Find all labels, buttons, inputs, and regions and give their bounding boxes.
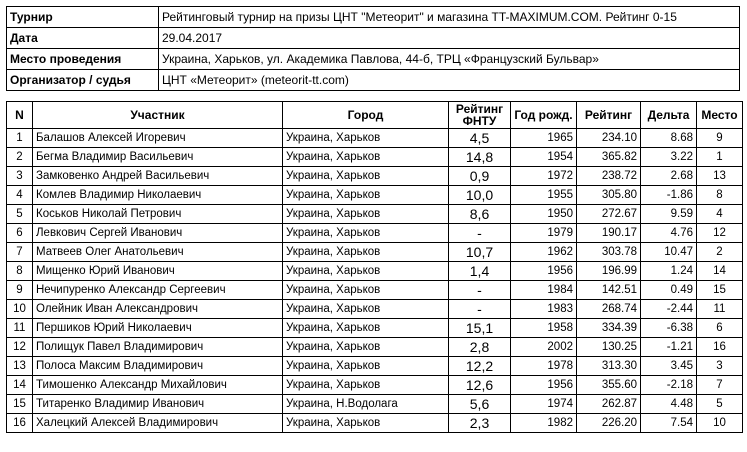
cell-fntu-rating: 12,2	[449, 357, 511, 376]
cell-participant: Олейник Иван Александрович	[33, 300, 283, 319]
cell-n: 15	[7, 395, 33, 414]
cell-birth-year: 1954	[511, 148, 577, 167]
cell-delta: 3.22	[641, 148, 697, 167]
cell-place: 7	[697, 376, 743, 395]
cell-city: Украина, Харьков	[283, 414, 449, 433]
cell-city: Украина, Харьков	[283, 167, 449, 186]
cell-delta: 7.54	[641, 414, 697, 433]
cell-fntu-rating: 4,5	[449, 129, 511, 148]
cell-fntu-rating: 14,8	[449, 148, 511, 167]
table-row	[7, 281, 743, 300]
cell-n: 1	[7, 129, 33, 148]
cell-delta: 2.68	[641, 167, 697, 186]
cell-n: 12	[7, 338, 33, 357]
cell-birth-year: 1978	[511, 357, 577, 376]
cell-n: 16	[7, 414, 33, 433]
cell-n: 3	[7, 167, 33, 186]
cell-participant: Бегма Владимир Васильевич	[33, 148, 283, 167]
col-header-delta: Дельта	[641, 102, 697, 129]
table-row	[7, 224, 743, 243]
cell-participant: Халецкий Алексей Владимирович	[33, 414, 283, 433]
cell-participant: Матвеев Олег Анатольевич	[33, 243, 283, 262]
cell-birth-year: 2002	[511, 338, 577, 357]
tournament-info-table	[6, 6, 740, 91]
cell-delta: -1.86	[641, 186, 697, 205]
cell-rating: 355.60	[577, 376, 641, 395]
cell-delta: 0.49	[641, 281, 697, 300]
info-row	[7, 70, 740, 91]
cell-participant: Титаренко Владимир Иванович	[33, 395, 283, 414]
cell-place: 13	[697, 167, 743, 186]
cell-rating: 262.87	[577, 395, 641, 414]
table-row	[7, 357, 743, 376]
cell-fntu-rating: 2,8	[449, 338, 511, 357]
cell-delta: 9.59	[641, 205, 697, 224]
cell-n: 13	[7, 357, 33, 376]
cell-birth-year: 1984	[511, 281, 577, 300]
cell-city: Украина, Харьков	[283, 262, 449, 281]
info-key: Дата	[7, 28, 159, 49]
cell-rating: 365.82	[577, 148, 641, 167]
cell-delta: 1.24	[641, 262, 697, 281]
cell-city: Украина, Н.Водолага	[283, 395, 449, 414]
cell-fntu-rating: 10,0	[449, 186, 511, 205]
cell-fntu-rating: 2,3	[449, 414, 511, 433]
info-row	[7, 7, 740, 28]
cell-rating: 190.17	[577, 224, 641, 243]
cell-city: Украина, Харьков	[283, 129, 449, 148]
cell-participant: Балашов Алексей Игоревич	[33, 129, 283, 148]
table-row	[7, 262, 743, 281]
cell-participant: Тимошенко Александр Михайлович	[33, 376, 283, 395]
table-row	[7, 319, 743, 338]
cell-rating: 268.74	[577, 300, 641, 319]
table-row	[7, 338, 743, 357]
info-row	[7, 28, 740, 49]
cell-participant: Нечипуренко Александр Сергеевич	[33, 281, 283, 300]
cell-delta: 3.45	[641, 357, 697, 376]
cell-delta: 10.47	[641, 243, 697, 262]
cell-fntu-rating: 5,6	[449, 395, 511, 414]
cell-delta: 4.48	[641, 395, 697, 414]
info-key: Место проведения	[7, 49, 159, 70]
cell-fntu-rating: 15,1	[449, 319, 511, 338]
col-header-city: Город	[283, 102, 449, 129]
cell-place: 8	[697, 186, 743, 205]
cell-n: 14	[7, 376, 33, 395]
cell-rating: 334.39	[577, 319, 641, 338]
table-row	[7, 243, 743, 262]
cell-n: 10	[7, 300, 33, 319]
cell-city: Украина, Харьков	[283, 338, 449, 357]
cell-rating: 226.20	[577, 414, 641, 433]
col-header-place: Место	[697, 102, 743, 129]
cell-participant: Полоса Максим Владимирович	[33, 357, 283, 376]
table-row	[7, 395, 743, 414]
col-header-rating: Рейтинг	[577, 102, 641, 129]
cell-delta: 8.68	[641, 129, 697, 148]
cell-birth-year: 1962	[511, 243, 577, 262]
cell-birth-year: 1972	[511, 167, 577, 186]
cell-city: Украина, Харьков	[283, 376, 449, 395]
cell-delta: -2.44	[641, 300, 697, 319]
cell-rating: 130.25	[577, 338, 641, 357]
table-row	[7, 414, 743, 433]
col-header-n: N	[7, 102, 33, 129]
cell-birth-year: 1950	[511, 205, 577, 224]
cell-place: 4	[697, 205, 743, 224]
cell-fntu-rating: 1,4	[449, 262, 511, 281]
cell-fntu-rating: 8,6	[449, 205, 511, 224]
info-key: Турнир	[7, 7, 159, 28]
cell-rating: 272.67	[577, 205, 641, 224]
cell-birth-year: 1956	[511, 376, 577, 395]
cell-delta: -1.21	[641, 338, 697, 357]
cell-n: 2	[7, 148, 33, 167]
results-table	[6, 101, 743, 433]
cell-place: 16	[697, 338, 743, 357]
col-header-birth-year: Год рожд.	[511, 102, 577, 129]
cell-fntu-rating: 10,7	[449, 243, 511, 262]
cell-fntu-rating: 12,6	[449, 376, 511, 395]
table-row	[7, 148, 743, 167]
cell-place: 5	[697, 395, 743, 414]
cell-city: Украина, Харьков	[283, 300, 449, 319]
cell-place: 9	[697, 129, 743, 148]
col-header-fntu-rating: Рейтинг ФНТУ	[449, 102, 511, 129]
cell-n: 9	[7, 281, 33, 300]
cell-city: Украина, Харьков	[283, 281, 449, 300]
cell-birth-year: 1974	[511, 395, 577, 414]
cell-place: 11	[697, 300, 743, 319]
cell-participant: Комлев Владимир Николаевич	[33, 186, 283, 205]
cell-participant: Замковенко Андрей Васильевич	[33, 167, 283, 186]
cell-n: 4	[7, 186, 33, 205]
cell-city: Украина, Харьков	[283, 205, 449, 224]
cell-delta: -6.38	[641, 319, 697, 338]
cell-place: 2	[697, 243, 743, 262]
cell-rating: 142.51	[577, 281, 641, 300]
cell-participant: Мищенко Юрий Иванович	[33, 262, 283, 281]
cell-city: Украина, Харьков	[283, 319, 449, 338]
cell-rating: 238.72	[577, 167, 641, 186]
cell-fntu-rating: -	[449, 281, 511, 300]
cell-fntu-rating: 0,9	[449, 167, 511, 186]
table-row	[7, 376, 743, 395]
cell-birth-year: 1982	[511, 414, 577, 433]
info-value: ЦНТ «Метеорит» (meteorit-tt.com)	[159, 70, 740, 91]
info-value: Украина, Харьков, ул. Академика Павлова, 44-б, ТРЦ «Французский Бульвар»	[159, 49, 740, 70]
table-row	[7, 186, 743, 205]
cell-rating: 196.99	[577, 262, 641, 281]
cell-city: Украина, Харьков	[283, 243, 449, 262]
header-row	[7, 102, 743, 129]
cell-n: 11	[7, 319, 33, 338]
cell-place: 14	[697, 262, 743, 281]
cell-participant: Першиков Юрий Николаевич	[33, 319, 283, 338]
cell-participant: Коськов Николай Петрович	[33, 205, 283, 224]
cell-fntu-rating: -	[449, 224, 511, 243]
cell-city: Украина, Харьков	[283, 148, 449, 167]
table-row	[7, 205, 743, 224]
cell-participant: Левкович Сергей Иванович	[33, 224, 283, 243]
cell-place: 3	[697, 357, 743, 376]
cell-birth-year: 1979	[511, 224, 577, 243]
cell-rating: 313.30	[577, 357, 641, 376]
cell-delta: 4.76	[641, 224, 697, 243]
cell-birth-year: 1958	[511, 319, 577, 338]
cell-n: 5	[7, 205, 33, 224]
cell-rating: 305.80	[577, 186, 641, 205]
info-row	[7, 49, 740, 70]
cell-rating: 303.78	[577, 243, 641, 262]
col-header-participant: Участник	[33, 102, 283, 129]
table-row	[7, 167, 743, 186]
cell-fntu-rating: -	[449, 300, 511, 319]
cell-n: 7	[7, 243, 33, 262]
cell-place: 12	[697, 224, 743, 243]
table-row	[7, 129, 743, 148]
cell-place: 1	[697, 148, 743, 167]
cell-birth-year: 1983	[511, 300, 577, 319]
cell-n: 6	[7, 224, 33, 243]
cell-city: Украина, Харьков	[283, 186, 449, 205]
cell-city: Украина, Харьков	[283, 224, 449, 243]
cell-participant: Полищук Павел Владимирович	[33, 338, 283, 357]
cell-city: Украина, Харьков	[283, 357, 449, 376]
cell-birth-year: 1956	[511, 262, 577, 281]
cell-birth-year: 1955	[511, 186, 577, 205]
cell-place: 15	[697, 281, 743, 300]
info-value: 29.04.2017	[159, 28, 740, 49]
cell-birth-year: 1965	[511, 129, 577, 148]
cell-place: 10	[697, 414, 743, 433]
cell-rating: 234.10	[577, 129, 641, 148]
cell-n: 8	[7, 262, 33, 281]
info-value: Рейтинговый турнир на призы ЦНТ "Метеорит" и магазина TT-MAXIMUM.COM. Рейтинг 0-15	[159, 7, 740, 28]
table-row	[7, 300, 743, 319]
info-key: Организатор / судья	[7, 70, 159, 91]
cell-place: 6	[697, 319, 743, 338]
cell-delta: -2.18	[641, 376, 697, 395]
